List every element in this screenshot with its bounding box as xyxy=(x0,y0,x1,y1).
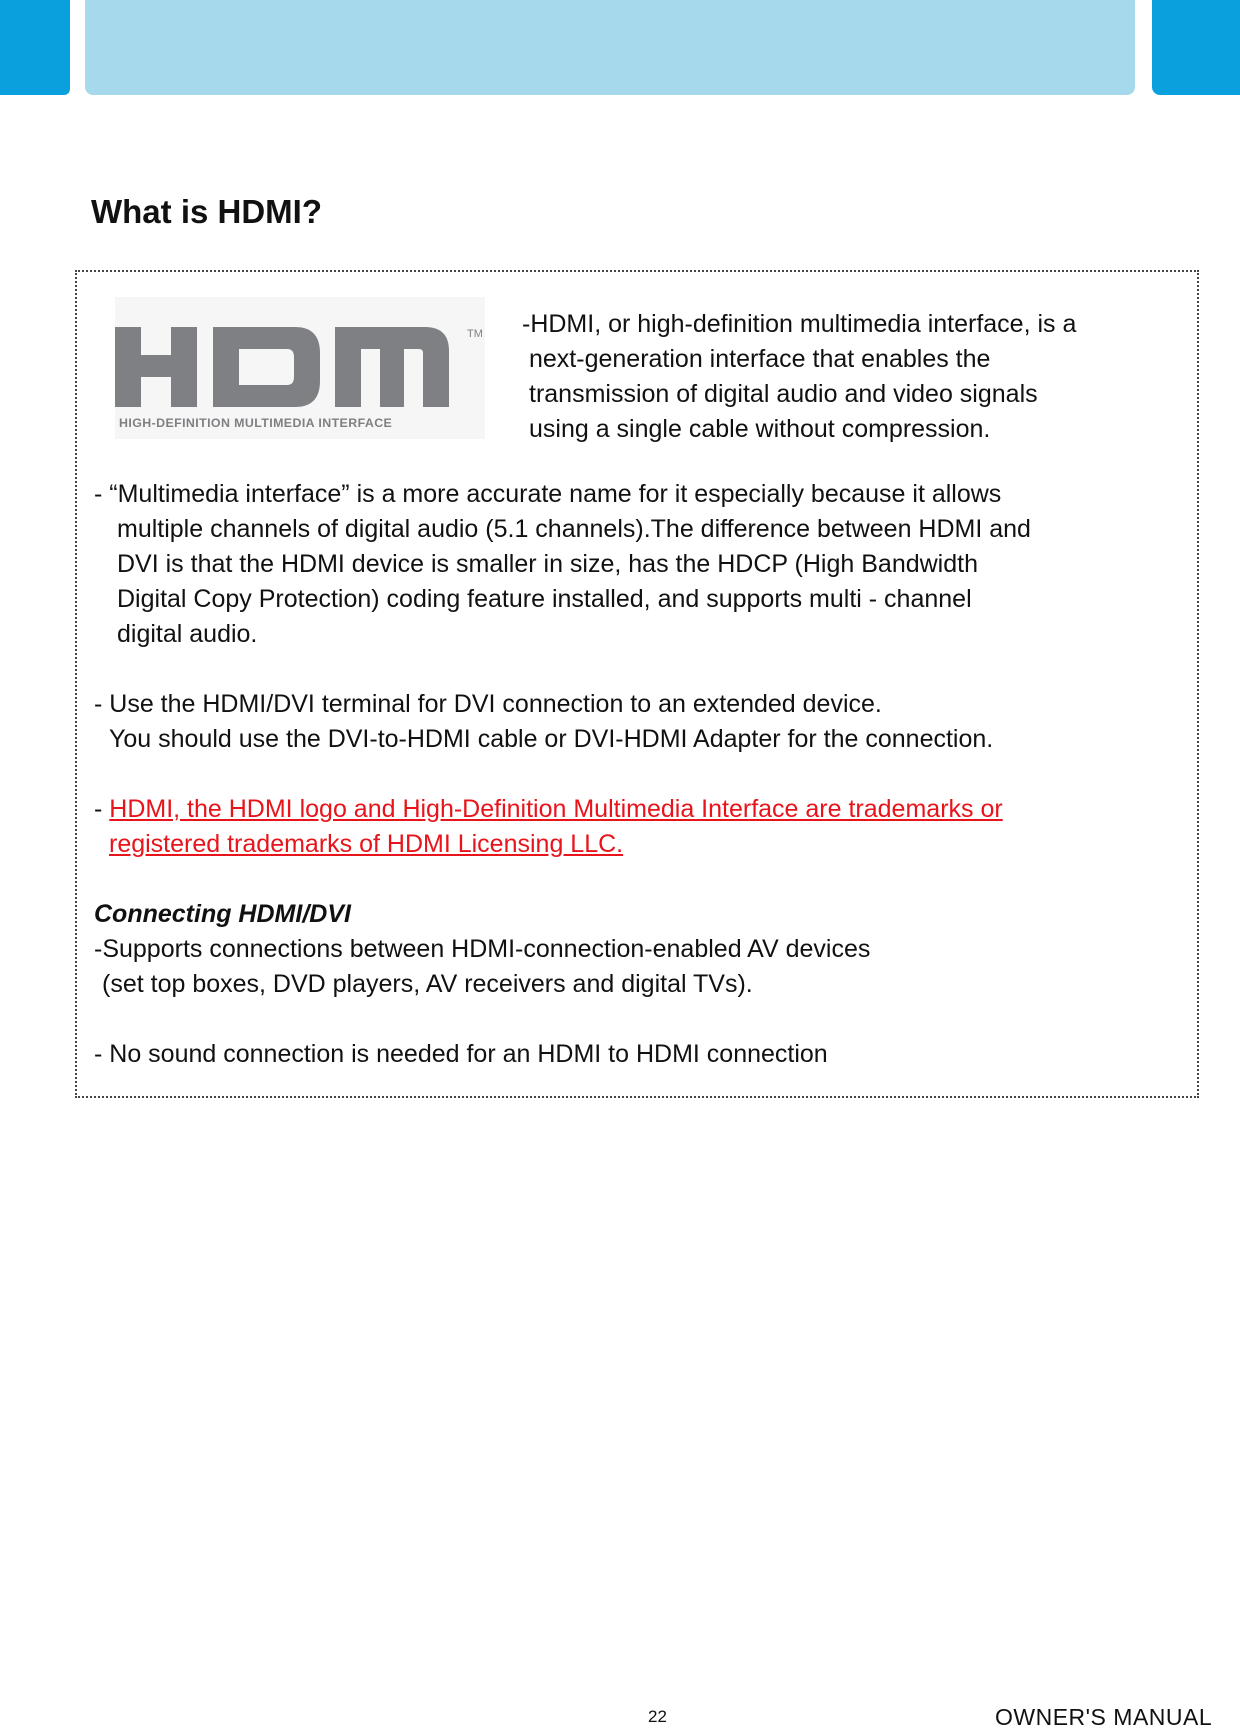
hdmi-logo-graphic xyxy=(115,297,485,439)
intro-line: using a single cable without compression. xyxy=(529,415,991,443)
multimedia-line: digital audio. xyxy=(117,620,258,648)
trademark-prefix: - xyxy=(94,795,110,823)
trademark-notice-link[interactable]: registered trademarks of HDMI Licensing LLC. xyxy=(109,830,624,858)
footer-label: OWNER'S MANUAL xyxy=(995,1704,1213,1730)
header-left-tab xyxy=(0,0,70,95)
intro-paragraph xyxy=(522,307,1076,447)
page-number: 22 xyxy=(648,1707,667,1726)
multimedia-line: Digital Copy Protection) coding feature installed, and supports multi - channel xyxy=(117,585,972,613)
header-banner xyxy=(85,0,1135,95)
page-title: What is HDMI? xyxy=(91,193,322,230)
dvi-line: You should use the DVI-to-HDMI cable or DVI-HDMI Adapter for the connection. xyxy=(109,725,994,753)
multimedia-line: multiple channels of digital audio (5.1 channels).The difference between HDMI and xyxy=(117,515,1031,543)
logo-tm: TM xyxy=(467,328,483,340)
intro-line: -HDMI, or high-definition multimedia interface, is a xyxy=(522,310,1077,338)
dvi-paragraph xyxy=(94,687,993,757)
connecting-heading: Connecting HDMI/DVI xyxy=(94,900,351,928)
trademark-notice-link[interactable]: HDMI, the HDMI logo and High-Definition Multimedia Interface are trademarks or xyxy=(109,795,1003,823)
header-right-tab xyxy=(1152,0,1240,95)
trademark-line xyxy=(94,792,1003,827)
no-sound-paragraph xyxy=(94,1037,828,1072)
content-box xyxy=(75,270,1199,1098)
multimedia-paragraph xyxy=(94,477,1031,652)
no-sound-line: - No sound connection is needed for an HDMI to HDMI connection xyxy=(94,1040,828,1068)
logo-tagline: HIGH-DEFINITION MULTIMEDIA INTERFACE xyxy=(119,416,393,430)
supports-line: -Supports connections between HDMI-connection-enabled AV devices xyxy=(94,935,871,963)
supports-paragraph xyxy=(94,932,870,1002)
multimedia-line: - “Multimedia interface” is a more accurate name for it especially because it allows xyxy=(94,480,1002,508)
dvi-line: - Use the HDMI/DVI terminal for DVI connection to an extended device. xyxy=(94,690,882,718)
trademark-paragraph xyxy=(94,792,1003,862)
multimedia-line: DVI is that the HDMI device is smaller in size, has the HDCP (High Bandwidth xyxy=(117,550,978,578)
trademark-line xyxy=(94,827,1003,862)
intro-line: transmission of digital audio and video signals xyxy=(529,380,1038,408)
intro-line: next-generation interface that enables the xyxy=(529,345,991,373)
supports-line: (set top boxes, DVD players, AV receivers and digital TVs). xyxy=(102,970,753,998)
hdmi-logo xyxy=(115,297,485,439)
